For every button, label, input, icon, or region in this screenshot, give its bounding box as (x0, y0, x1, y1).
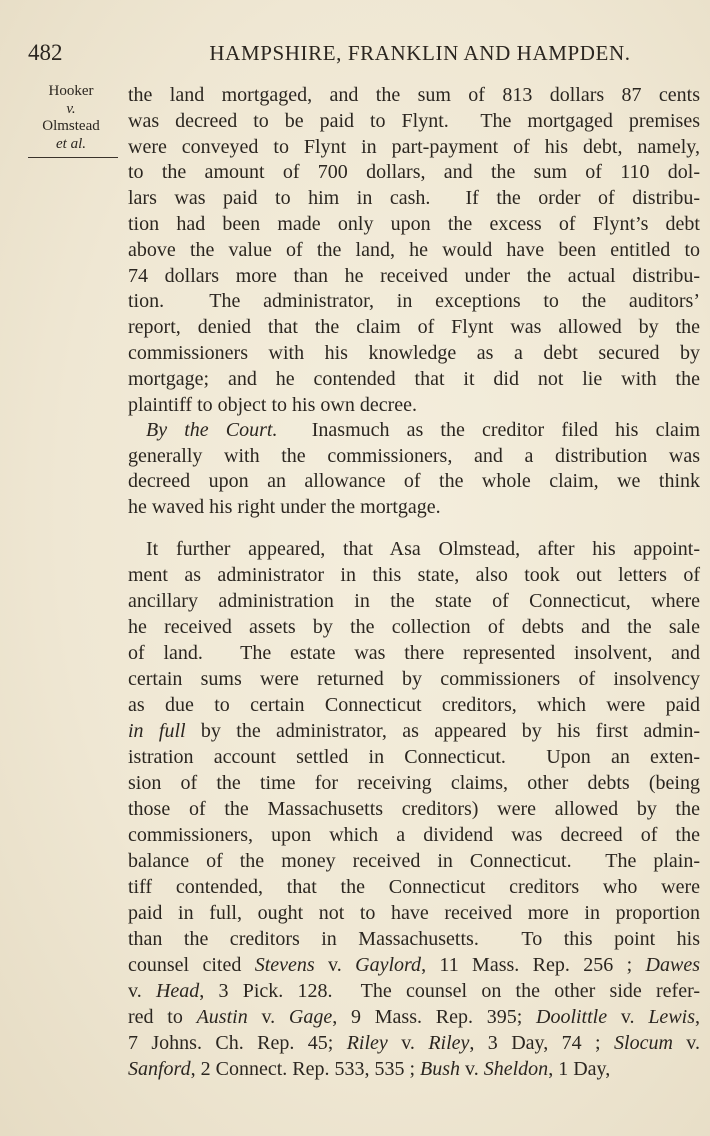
text-line (128, 417, 700, 443)
text-line (128, 494, 700, 520)
text-line (128, 443, 700, 469)
text-line (128, 874, 700, 900)
text-span: commissioners with his knowledge as a debt secured by (128, 342, 700, 364)
text-span: were conveyed to Flynt in part-payment of his debt, namely, (128, 135, 700, 158)
text-span: v. (314, 954, 356, 976)
text-span: ment as administrator in this state, also took out letters of (128, 564, 700, 586)
text-span: , 11 Mass. Rep. 256 ; (421, 954, 646, 976)
text-span: 7 Johns. Ch. Rep. 45; (128, 1032, 347, 1054)
italic-text: Gage (288, 1006, 333, 1028)
text-line (128, 288, 700, 314)
text-line (128, 536, 700, 562)
text-line (128, 822, 700, 848)
text-span: lars was paid to him in cash. If the order of distribu- (128, 187, 700, 210)
text-span: counsel cited (128, 954, 255, 976)
text-line (128, 108, 700, 134)
text-line (128, 1056, 700, 1082)
italic-text: Lewis (648, 1006, 695, 1028)
text-line (128, 666, 700, 692)
text-line (128, 1030, 700, 1056)
text-span: , 3 Day, 74 ; (469, 1032, 615, 1054)
text-line (128, 692, 700, 718)
text-span: the land mortgaged, and the sum of 813 dollars 87 cents (128, 84, 700, 106)
text-span: v. (672, 1032, 701, 1054)
text-span: sion of the time for receiving claims, other debts (being (128, 772, 700, 794)
italic-text: Sanford (128, 1058, 191, 1080)
text-line (128, 211, 700, 237)
text-span: v. (387, 1032, 429, 1054)
sidenote-et-al: et al. (56, 135, 86, 152)
text-span: tion had been made only upon the excess of Flynt’s debt (128, 213, 700, 235)
italic-text: Sheldon (483, 1058, 549, 1080)
italic-text: Slocum (614, 1032, 673, 1054)
text-span: , 2 Connect. Rep. 533, 535 ; (190, 1058, 421, 1080)
text-span: paid in full, ought not to have received more in proportion (128, 902, 700, 924)
italic-text: Stevens (254, 954, 315, 976)
text-span: certain sums were returned by commissioners of insolvency (128, 668, 700, 690)
text-line (128, 159, 700, 185)
text-span: red to (128, 1006, 197, 1028)
italic-text: Bush (420, 1058, 461, 1080)
text-line (128, 134, 700, 160)
text-line (128, 185, 700, 211)
text-span: balance of the money received in Connecticut. The plain- (128, 850, 700, 872)
text-line (128, 237, 700, 263)
text-span: mortgage; and he contended that it did not lie with the (128, 367, 700, 390)
text-span: tion. The administrator, in exceptions to the auditors’ (128, 290, 700, 313)
text-span: as due to certain Connecticut creditors, which were paid (128, 694, 700, 716)
text-line (128, 926, 700, 952)
text-span: , 1 Day, (548, 1058, 611, 1080)
text-line (128, 978, 700, 1004)
text-span: It further appeared, that Asa Olmstead, after his appoint- (146, 538, 700, 560)
text-line (128, 82, 700, 108)
text-span: istration account settled in Connecticut. Upon an exten- (128, 746, 700, 768)
sidenote-versus: v. (66, 100, 76, 117)
text-span: decreed upon an allowance of the whole claim, we think (128, 470, 700, 493)
sidenote-defendant: Olmstead (42, 118, 100, 134)
italic-text: Head (155, 980, 200, 1002)
text-line (128, 468, 700, 494)
page-number: 482 (28, 40, 63, 65)
text-span: above the value of the land, he would have been entitled to (128, 238, 700, 261)
text-line (128, 366, 700, 392)
italic-text: By the Court. (146, 419, 278, 441)
text-line (128, 952, 700, 978)
case-sidenote (26, 83, 116, 153)
text-span: than the creditors in Massachusetts. To this point his (128, 928, 700, 950)
text-line (128, 796, 700, 822)
text-line (128, 340, 700, 366)
text-line (128, 314, 700, 340)
text-line (128, 744, 700, 770)
text-span: he waved his right under the mortgage. (128, 495, 441, 518)
text-line (128, 718, 700, 744)
sidenote-plaintiff: Hooker (48, 83, 94, 99)
text-line (128, 392, 700, 418)
text-line (128, 900, 700, 926)
text-line (128, 848, 700, 874)
italic-text: Dawes (645, 954, 700, 976)
text-span: ancillary administration in the state of Connecticut, where (128, 590, 700, 612)
text-span: , 3 Pick. 128. The counsel on the other side refer- (199, 980, 701, 1002)
text-span: v. (247, 1006, 289, 1028)
text-span: tiff contended, that the Connecticut creditors who were (128, 876, 700, 898)
text-span: Inasmuch as the creditor filed his claim (277, 419, 700, 441)
italic-text: in full (128, 720, 186, 742)
running-head: HAMPSHIRE, FRANKLIN AND HAMPDEN. (209, 41, 631, 65)
text-line (128, 640, 700, 666)
italic-text: Gaylord (355, 954, 422, 976)
italic-text: Doolittle (536, 1006, 608, 1028)
text-span: , (695, 1006, 700, 1028)
text-span: generally with the commissioners, and a distribution was (128, 444, 700, 467)
italic-text: Austin (196, 1006, 248, 1028)
text-line (128, 614, 700, 640)
text-span: v. (128, 980, 156, 1002)
text-span: was decreed to be paid to Flynt. The mortgaged premises (128, 109, 700, 132)
text-line (128, 263, 700, 289)
text-span: plaintiff to object to his own decree. (128, 393, 417, 416)
text-span: those of the Massachusetts creditors) were allowed by the (128, 798, 700, 820)
text-span: report, denied that the claim of Flynt was allowed by the (128, 316, 700, 339)
text-span: v. (460, 1058, 484, 1080)
text-span: v. (607, 1006, 649, 1028)
text-line (128, 1004, 700, 1030)
text-line (128, 588, 700, 614)
text-span: commissioners, upon which a dividend was decreed of the (128, 824, 700, 846)
text-line (128, 770, 700, 796)
text-span: by the administrator, as appeared by his first admin- (185, 720, 700, 742)
text-line (128, 562, 700, 588)
text-span: of land. The estate was there represented insolvent, and (128, 642, 700, 664)
italic-text: Riley (428, 1032, 470, 1054)
text-span: he received assets by the collection of debts and the sale (128, 616, 700, 638)
text-span: 74 dollars more than he received under the actual distribu- (128, 264, 700, 287)
sidenote-rule (28, 157, 118, 158)
italic-text: Riley (346, 1032, 388, 1054)
text-span: , 9 Mass. Rep. 395; (332, 1006, 536, 1028)
text-span: to the amount of 700 dollars, and the sum of 110 dol- (128, 161, 700, 184)
